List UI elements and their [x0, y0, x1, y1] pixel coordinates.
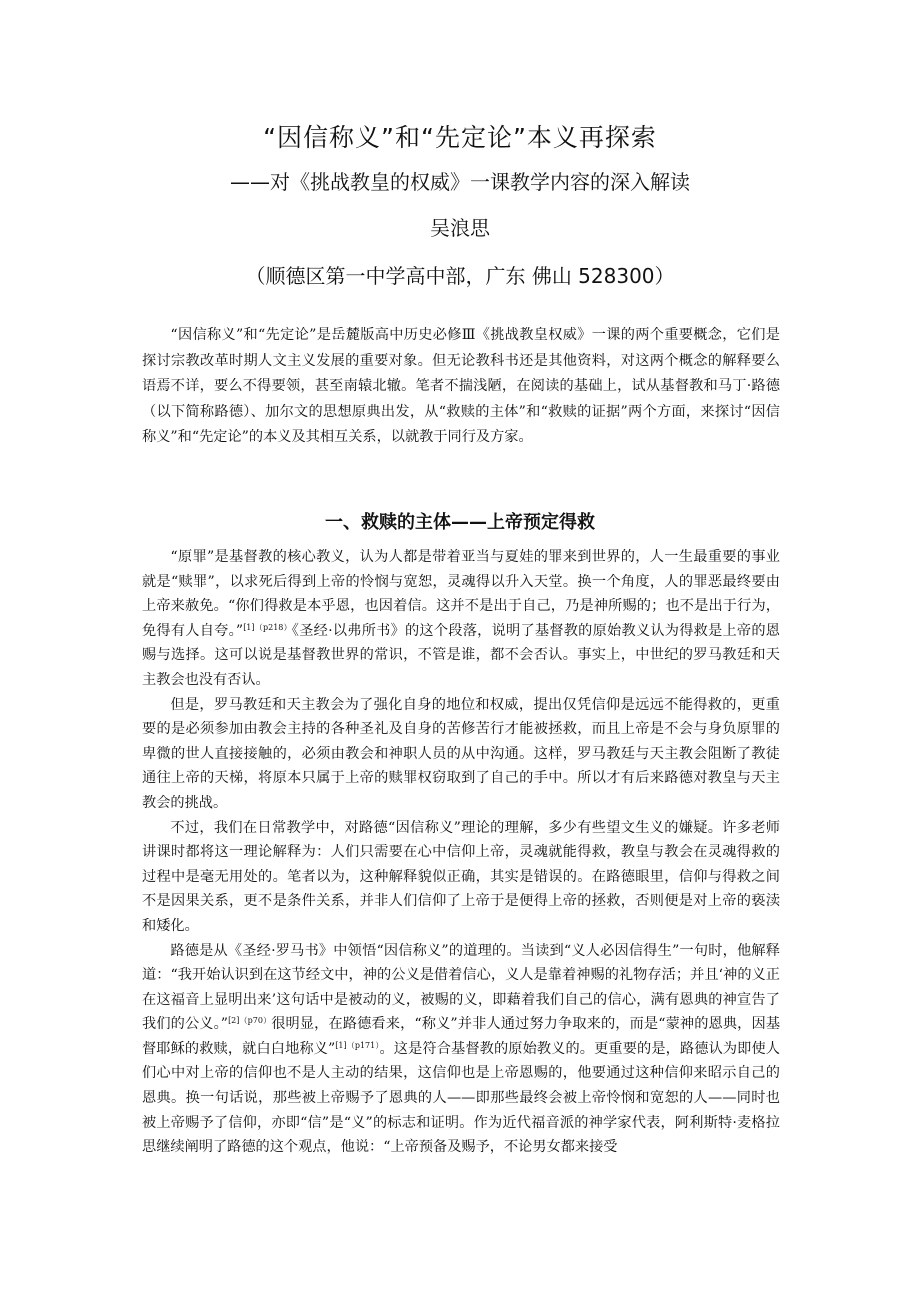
section-body	[142, 545, 780, 1160]
author-affiliation: （顺德区第一中学高中部，广东 佛山 528300）	[245, 264, 675, 288]
paper-title: “因信称义”和“先定论”本义再探索	[263, 123, 657, 152]
paragraph-text: 路德是从《圣经·罗马书》中领悟“因信称义”的道理的。当读到“义人必因信得生”一句时，他解释道：“我开始认识到在这节经文中，神的公义是借着信心，义人是靠着神赐的礼物存活；并且‘神的义正在这福音上显明出来’这句话中是被动的义，被赐的义，即藉着我们自己的信心，满有恩典的神宣告了我们的公义。”	[142, 942, 780, 1033]
body-paragraph-1	[142, 545, 780, 693]
citation-marker: [1]（p171）	[335, 1040, 380, 1050]
paragraph-text: 很明显，在路德看来，“称义”并非人通过努力争取来的，而是“蒙神的恩典，因基督耶稣的救赎，就白白地称义”	[142, 1016, 781, 1057]
paper-subtitle: ——对《挑战教皇的权威》一课教学内容的深入解读	[230, 170, 690, 194]
body-paragraph-3: 不过，我们在日常教学中，对路德“因信称义”理论的理解，多少有些望文生义的嫌疑。许多老师讲课时都将这一理论解释为：人们只需要在心中信仰上帝，灵魂就能得救，教皇与教会在灵魂得救的过程中是毫无用处的。笔者以为，这种解释貌似正确，其实是错误的。在路德眼里，信仰与得救之间不是因果关系，更不是条件关系，并非人们信仰了上帝于是便得上帝的拯救，否则便是对上帝的亵渎和矮化。	[142, 819, 780, 934]
paragraph-text: 。这是符合基督教的原始教义的。更重要的是，路德认为即使人们心中对上帝的信仰也不是人主动的结果，这信仰也是上帝恩赐的，他要通过这种信仰来昭示自己的恩典。换一句话说，那些被上帝赐予了恩典的人——即那些最终会被上帝怜悯和宽恕的人——同时也被上帝赐予了信仰，亦即“信”是“义”的标志和证明。作为近代福音派的神学家代表，阿利斯特·麦格拉思继续阐明了路德的这个观点，他说：“上帝预备及赐予，不论男女都来接受	[142, 1040, 780, 1156]
citation-marker: [2]（p70）	[228, 1016, 272, 1026]
body-paragraph-4	[142, 939, 780, 1160]
body-paragraph-2: 但是，罗马教廷和天主教会为了强化自身的地位和权威，提出仅凭信仰是远远不能得救的，更重要的是必须参加由教会主持的各种圣礼及自身的苦修苦行才能被拯救，而且上帝是不会与身负原罪的卑微的世人直接接触的，必须由教会和神职人员的从中沟通。这样，罗马教廷与天主教会阻断了教徒通往上帝的天梯，将原本只属于上帝的赎罪权窃取到了自己的手中。所以才有后来路德对教皇与天主教会的挑战。	[142, 696, 780, 811]
section-heading-1: 一、救赎的主体——上帝预定得救	[325, 512, 595, 533]
paragraph-text: “原罪”是基督教的核心教义，认为人都是带着亚当与夏娃的罪来到世界的，人一生最重要的事业就是“赎罪”，以求死后得到上帝的怜悯与宽恕，灵魂得以升入天堂。换一个角度，人的罪恶最终要由上帝来赦免。“你们得救是本乎恩，也因着信。这并不是出于自己，乃是神所赐的；也不是出于行为，免得有人自夸。”	[142, 549, 780, 639]
paragraph-text: 《圣经·以弗所书》的这个段落，说明了基督教的原始教义认为得救是上帝的恩赐与选择。这可以说是基督教世界的常识，不管是谁，都不会否认。事实上，中世纪的罗马教廷和天主教会也没有否认。	[142, 622, 780, 688]
author-name: 吴浪思	[430, 216, 490, 240]
citation-marker: [1]（p218）	[243, 622, 292, 632]
abstract-paragraph: “因信称义”和“先定论”是岳麓版高中历史必修Ⅲ《挑战教皇权威》一课的两个重要概念，它们是探讨宗教改革时期人文主义发展的重要对象。但无论教科书还是其他资料，对这两个概念的解释要么语焉不详，要么不得要领，甚至南辕北辙。笔者不揣浅陋，在阅读的基础上，试从基督教和马丁·路德（以下简称路德）、加尔文的思想原典出发，从“救赎的主体”和“救赎的证据”两个方面，来探讨“因信称义”和“先定论”的本义及其相互关系，以就教于同行及方家。	[142, 327, 780, 445]
